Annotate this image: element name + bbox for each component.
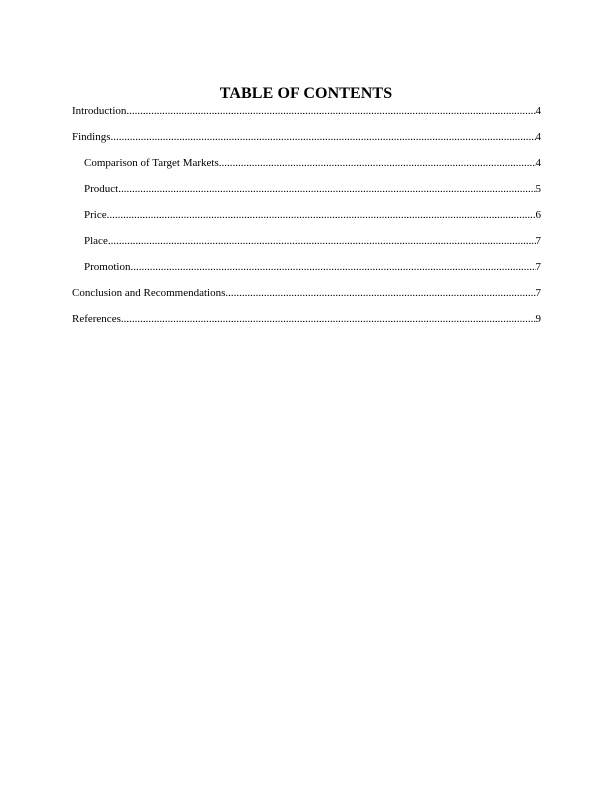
- toc-dot-leader: [107, 207, 536, 223]
- toc-entry-label: Findings: [72, 131, 111, 143]
- toc-dot-leader: [118, 181, 535, 197]
- toc-entry-introduction[interactable]: [72, 103, 541, 129]
- toc-page-number: 7: [535, 235, 541, 247]
- toc-entry-label: Conclusion and Recommendations: [72, 287, 226, 299]
- toc-entry-label: Product: [84, 183, 119, 195]
- toc-entry-label: Introduction: [72, 105, 127, 117]
- toc-page-number: 4: [535, 105, 541, 117]
- toc-dot-leader: [111, 129, 536, 145]
- toc-dot-leader: [121, 311, 536, 327]
- toc-page-number: 6: [535, 209, 541, 221]
- table-of-contents: [72, 103, 541, 337]
- toc-dot-leader: [225, 285, 535, 301]
- toc-entry-price[interactable]: [72, 207, 541, 233]
- toc-entry-place[interactable]: [72, 233, 541, 259]
- toc-entry-label: Comparison of Target Markets: [84, 157, 219, 169]
- toc-entry-label: Place: [84, 235, 108, 247]
- toc-page-number: 4: [535, 131, 541, 143]
- toc-page-number: 5: [535, 183, 541, 195]
- toc-entry-product[interactable]: [72, 181, 541, 207]
- toc-entry-findings[interactable]: [72, 129, 541, 155]
- toc-entry-conclusion-and-recommendations[interactable]: [72, 285, 541, 311]
- toc-page-number: 7: [535, 261, 541, 273]
- toc-page-number: 7: [535, 287, 541, 299]
- toc-title: TABLE OF CONTENTS: [219, 85, 393, 102]
- toc-dot-leader: [130, 259, 535, 275]
- toc-dot-leader: [126, 103, 535, 119]
- toc-dot-leader: [219, 155, 536, 171]
- toc-dot-leader: [108, 233, 536, 249]
- toc-page-number: 9: [535, 313, 541, 325]
- toc-entry-label: References: [72, 313, 121, 325]
- toc-page-number: 4: [535, 157, 541, 169]
- toc-entry-references[interactable]: [72, 311, 541, 337]
- toc-entry-promotion[interactable]: [72, 259, 541, 285]
- toc-entry-label: Promotion: [84, 261, 131, 273]
- toc-entry-label: Price: [84, 209, 107, 221]
- toc-entry-comparison-of-target-markets[interactable]: [72, 155, 541, 181]
